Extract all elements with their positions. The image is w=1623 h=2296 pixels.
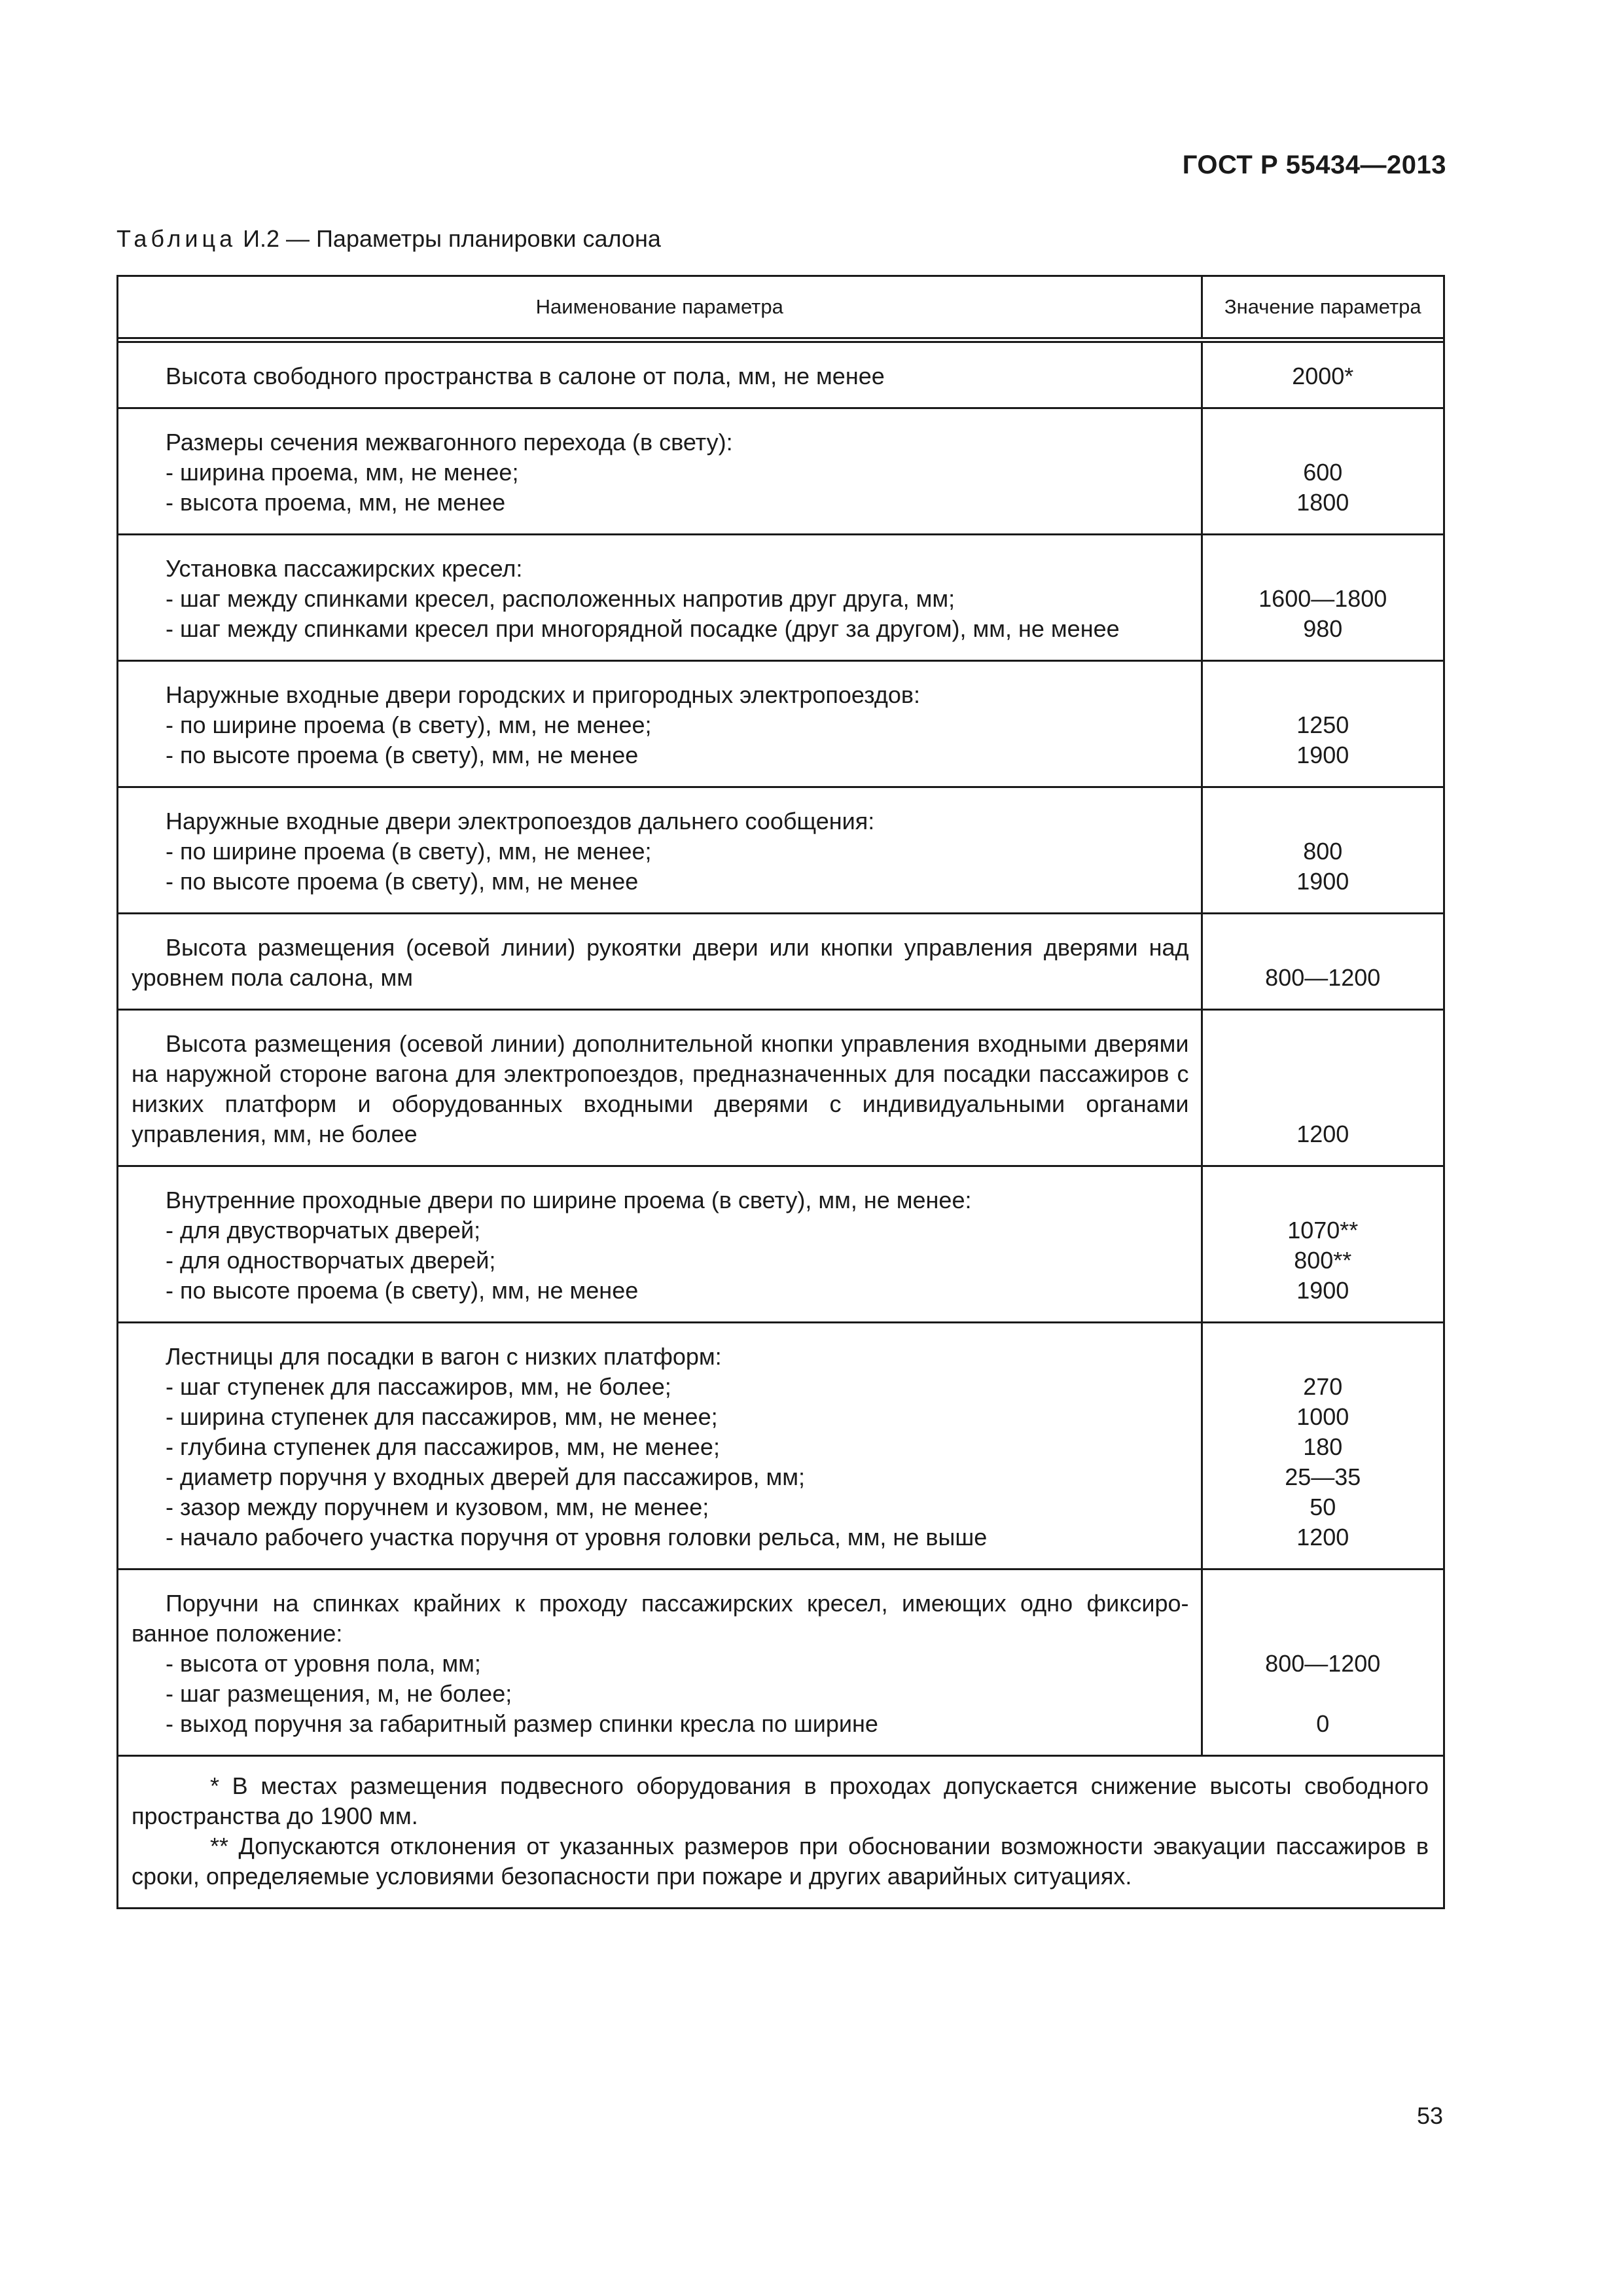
parameter-value: 1800 [1296,489,1349,516]
parameter-value: 1200 [1296,1121,1349,1147]
parameter-value-cell [1202,1010,1443,1166]
table-row [118,914,1443,1010]
parameter-value: 980 [1303,615,1343,642]
parameter-subitem: - для одностворчатых дверей; [166,1247,496,1274]
parameter-name-cell [118,408,1202,535]
parameter-value: 1900 [1296,868,1349,895]
page-number: 53 [1416,2102,1443,2129]
table-row [118,1570,1443,1755]
parameter-subitem: - для двустворчатых дверей; [166,1217,481,1244]
parameter-subitem: - шаг ступенек для пассажиров, мм, не более; [166,1373,671,1400]
parameter-value: 600 [1303,459,1343,486]
parameter-title: Лестницы для посадки в вагон с низких платформ: [166,1343,722,1370]
parameter-name-cell [118,787,1202,914]
parameter-subitem: - ширина проема, мм, не менее; [166,459,519,486]
parameter-value: 50 [1310,1494,1336,1520]
column-header-name: Наименование параметра [118,277,1202,340]
parameter-title: Наружные входные двери городских и пригородных электропоездов: [166,681,921,708]
parameter-value-cell [1202,914,1443,1010]
parameter-subitem: - глубина ступенек для пассажиров, мм, не менее; [166,1433,720,1460]
table-row [118,408,1443,535]
footnote: * В местах размещения подвесного оборудования в проходах допускается снижение высоты свободного пространства до 1900 мм. [132,1772,1429,1829]
parameter-title: Размеры сечения межвагонного перехода (в свету): [166,429,733,456]
table-caption [116,225,661,253]
parameter-subitem: - высота от уровня пола, мм; [166,1650,481,1677]
parameter-value: 800—1200 [1265,1650,1381,1677]
parameter-value-cell [1202,1570,1443,1755]
parameter-value: 800** [1294,1247,1352,1274]
parameter-subitem: - начало рабочего участка поручня от уровня головки рельса, мм, не выше [166,1524,988,1551]
parameter-name-cell [118,1010,1202,1166]
parameter-value: 25—35 [1285,1463,1361,1490]
table-header-row [118,277,1443,340]
parameter-title: Поручни на спинках крайних к проходу пассажирских кресел, имеющих одно фиксиро-ванное положение: [132,1590,1189,1647]
document-code: ГОСТ Р 55434—2013 [1182,151,1446,179]
parameter-subitem: - по высоте проема (в свету), мм, не менее [166,742,639,768]
parameter-title: Внутренние проходные двери по ширине проема (в свету), мм, не менее: [166,1187,972,1213]
table-row [118,787,1443,914]
parameter-name-cell [118,1166,1202,1323]
parameter-subitem: - ширина ступенек для пассажиров, мм, не менее; [166,1403,718,1430]
parameter-subitem: - по высоте проема (в свету), мм, не менее [166,868,639,895]
table-row [118,1010,1443,1166]
table-footnotes [118,1755,1443,1907]
parameter-name-cell [118,661,1202,787]
table-row [118,661,1443,787]
parameter-value-cell [1202,1323,1443,1570]
parameter-name-cell [118,914,1202,1010]
parameter-subitem: - диаметр поручня у входных дверей для пассажиров, мм; [166,1463,806,1490]
parameters-table [116,275,1445,1909]
parameter-title: Наружные входные двери электропоездов дальнего сообщения: [166,808,875,834]
parameter-name-cell [118,1323,1202,1570]
parameter-value: 1200 [1296,1524,1349,1551]
parameter-value: 0 [1316,1710,1330,1737]
table-row [118,1323,1443,1570]
table-row [118,1166,1443,1323]
parameter-value-cell [1202,1166,1443,1323]
parameter-subitem: - высота проема, мм, не менее [166,489,506,516]
table-row [118,340,1443,408]
parameter-subitem: - по высоте проема (в свету), мм, не менее [166,1277,639,1304]
caption-title: И.2 — Параметры планировки салона [236,225,661,252]
parameter-value-cell [1202,535,1443,661]
parameter-subitem: - шаг между спинками кресел при многорядной посадке (друг за другом), мм, не менее [166,615,1120,642]
parameter-value: 2000* [1292,363,1354,389]
parameter-value [1208,1679,1438,1709]
parameter-value-cell [1202,787,1443,914]
parameter-title: Установка пассажирских кресел: [166,555,523,582]
parameter-value: 1600—1800 [1258,585,1387,612]
table-row [118,535,1443,661]
parameter-title: Высота свободного пространства в салоне от пола, мм, не менее [166,363,885,389]
parameter-value: 1000 [1296,1403,1349,1430]
parameter-value: 800—1200 [1265,964,1381,991]
footnote: ** Допускаются отклонения от указанных размеров при обосновании возможности эвакуации пассажиров в сроки, определяемые условиями безопасности при пожаре и других аварийных ситуациях. [132,1833,1429,1890]
parameter-value-cell [1202,340,1443,408]
parameter-subitem: - зазор между поручнем и кузовом, мм, не менее; [166,1494,709,1520]
parameter-name-cell [118,340,1202,408]
parameter-title: Высота размещения (осевой линии) рукоятки двери или кнопки управления дверями над уровнем пола салона, мм [132,934,1189,991]
parameter-value-cell [1202,661,1443,787]
parameter-subitem: - шаг размещения, м, не более; [166,1680,512,1707]
column-header-value: Значение параметра [1202,277,1443,340]
parameter-value: 1900 [1296,1277,1349,1304]
parameter-subitem: - выход поручня за габаритный размер спинки кресла по ширине [166,1710,878,1737]
parameter-subitem: - по ширине проема (в свету), мм, не менее; [166,711,652,738]
parameter-value: 180 [1303,1433,1343,1460]
parameter-value: 1250 [1296,711,1349,738]
table-grid [118,277,1443,1755]
parameter-subitem: - шаг между спинками кресел, расположенных напротив друг друга, мм; [166,585,955,612]
parameter-name-cell [118,535,1202,661]
parameter-value: 1070** [1287,1217,1359,1244]
parameter-value: 270 [1303,1373,1343,1400]
parameter-name-cell [118,1570,1202,1755]
parameter-value-cell [1202,408,1443,535]
parameter-value: 1900 [1296,742,1349,768]
caption-label: Таблица [116,225,237,252]
parameter-value: 800 [1303,838,1343,865]
parameter-title: Высота размещения (осевой линии) дополнительной кнопки управления входными дверями на наружной стороне вагона для электропоездов, предназначенных для посадки пассажиров с низких платформ и оборудованных входными дверями с индивидуальными органами управления, мм, не более [132,1030,1189,1147]
parameter-subitem: - по ширине проема (в свету), мм, не менее; [166,838,652,865]
